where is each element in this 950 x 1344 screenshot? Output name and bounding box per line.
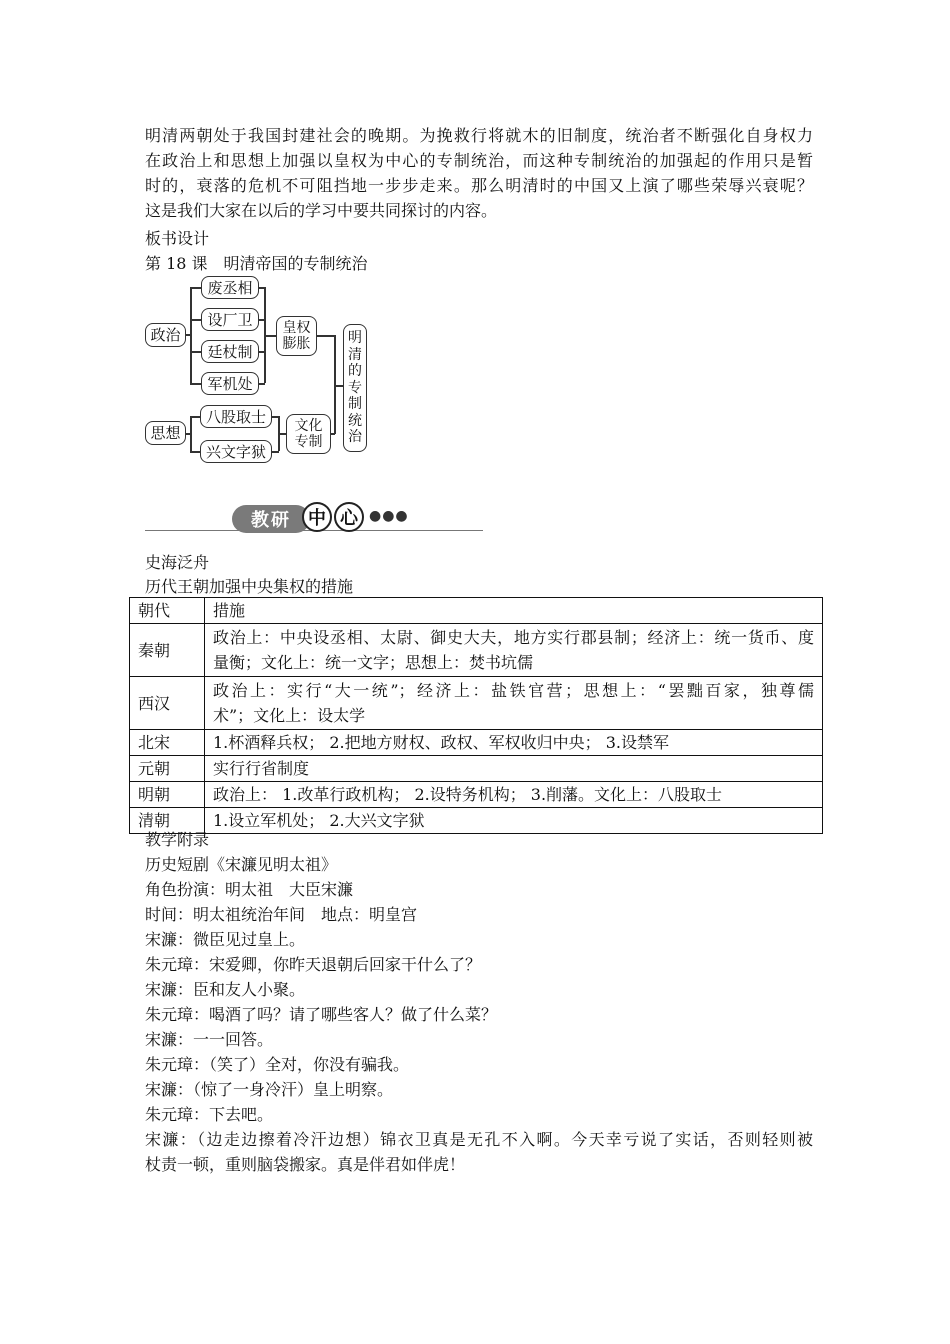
- measure-cell: [205, 624, 823, 677]
- table-title: 历代王朝加强中央集权的措施: [145, 577, 354, 596]
- intro-line: 在政治上和思想上加强以皇权为中心的专制统治，而这种专制统治的加强起的作用只是暂: [145, 151, 813, 170]
- play-roles: 角色扮演：明太祖 大臣宋濂: [145, 880, 354, 899]
- dialogue-line: 朱元璋：下去吧。: [145, 1105, 274, 1124]
- table-row: [130, 730, 823, 756]
- imperial-power-box: [276, 316, 317, 356]
- box-text: 专制: [294, 434, 323, 450]
- board-heading: 板书设计: [145, 229, 210, 248]
- dialogue-line: 宋濂：（边走边擦着冷汗边想）锦衣卫真是无孔不入啊。今天幸亏说了实话，否则轻则被: [145, 1130, 813, 1149]
- politics-item-abolish-chancellor: 废丞相: [201, 276, 259, 299]
- cultural-autocracy-box: [286, 414, 331, 454]
- connector-line: [258, 383, 265, 385]
- table-header-cell: 措施: [205, 598, 823, 624]
- measure-cell: 政治上： 1.改革行政机构； 2.设特务机构； 3.削藩。文化上：八股取士: [205, 782, 823, 808]
- intro-paragraph: [145, 123, 813, 223]
- dialogue-line: 朱元璋：宋爱卿，你昨天退朝后回家干什么了？: [145, 955, 482, 974]
- dialogue-line: 宋濂：（惊了一身冷汗）皇上明察。: [145, 1080, 394, 1099]
- table-header-cell: 朝代: [130, 598, 205, 624]
- dynasty-cell: 北宋: [130, 730, 205, 756]
- banner-dots: ●●●: [369, 508, 409, 524]
- politics-item-court-flogging: 廷杖制: [201, 340, 259, 363]
- box-text: 制: [348, 396, 362, 413]
- centralization-table: [129, 597, 823, 834]
- box-text: 专: [348, 379, 362, 396]
- table-row: [130, 782, 823, 808]
- box-text: 文化: [294, 418, 323, 434]
- measure-cell: 1.设立军机处； 2.大兴文字狱: [205, 808, 823, 834]
- connector-line: [190, 287, 192, 383]
- connector-line: [271, 451, 279, 453]
- measure-cell: 实行行省制度: [205, 756, 823, 782]
- dynasty-cell: 秦朝: [130, 624, 205, 677]
- intro-line: 时的，衰落的危机不可阻挡地一步步走来。那么明清时的中国又上演了哪些荣辱兴衰呢？: [145, 176, 813, 195]
- thought-item-literary-inquisition: 兴文字狱: [200, 440, 272, 463]
- lesson-title: 第 18 课 明清帝国的专制统治: [145, 254, 368, 273]
- banner-circle: 心: [334, 502, 364, 532]
- table-row: [130, 756, 823, 782]
- measure-cell: 1.杯酒释兵权； 2.把地方财权、政权、军权收归中央； 3.设禁军: [205, 730, 823, 756]
- politics-item-secret-police: 设厂卫: [201, 308, 259, 331]
- box-text: 明: [348, 330, 362, 347]
- dialogue-line: 宋濂：一一回答。: [145, 1030, 274, 1049]
- history-heading: 史海泛舟: [145, 553, 210, 572]
- table-row: [130, 808, 823, 834]
- connector-line: [190, 416, 192, 451]
- measure-line: 政治上：中央设丞相、太尉、御史大夫，地方实行郡县制；经济上：统一货币、度: [213, 628, 814, 647]
- dialogue-line: 杖责一顿，重则脑袋搬家。真是伴君如伴虎！: [145, 1155, 466, 1174]
- table-header-row: [130, 598, 823, 624]
- dialogue-line: 朱元璋：（笑了）全对，你没有骗我。: [145, 1055, 410, 1074]
- thought-box: 思想: [145, 421, 186, 445]
- connector-line: [264, 335, 276, 337]
- box-text: 清: [348, 346, 362, 363]
- box-text: 治: [348, 429, 362, 446]
- table-row: [130, 624, 823, 677]
- intro-line: 明清两朝处于我国封建社会的晚期。为挽救行将就木的旧制度，统治者不断强化自身权力: [145, 126, 813, 145]
- measure-line: 术”；文化上：设太学: [213, 706, 366, 725]
- thought-item-eight-legged-essay: 八股取士: [200, 405, 272, 428]
- play-time-place: 时间：明太祖统治年间 地点：明皇宫: [145, 905, 418, 924]
- measure-line: 量衡；文化上：统一文字；思想上：焚书坑儒: [213, 653, 534, 672]
- appendix-heading: 教学附录: [145, 830, 210, 849]
- measure-cell: [205, 677, 823, 730]
- connector-line: [316, 335, 335, 337]
- box-text: 的: [348, 363, 362, 380]
- intro-line: 这是我们大家在以后的学习中要共同探讨的内容。: [145, 201, 498, 220]
- box-text: 统: [348, 412, 362, 429]
- measure-line: 政治上：实行“大一统”；经济上：盐铁官营；思想上：“罢黜百家，独尊儒: [213, 681, 814, 700]
- dynasty-cell: 元朝: [130, 756, 205, 782]
- table-row: [130, 677, 823, 730]
- politics-item-grand-council: 军机处: [201, 372, 259, 395]
- dialogue-final-paragraph: [145, 1127, 813, 1177]
- dialogue-line: 宋濂：微臣见过皇上。: [145, 930, 306, 949]
- dynasty-cell: 西汉: [130, 677, 205, 730]
- box-text: 皇权: [282, 320, 311, 336]
- dynasty-cell: 清朝: [130, 808, 205, 834]
- dialogue-line: 宋濂：臣和友人小聚。: [145, 980, 306, 999]
- banner-pill: 教研: [232, 505, 310, 533]
- dynasty-cell: 明朝: [130, 782, 205, 808]
- box-text: 膨胀: [282, 336, 311, 352]
- banner-circle: 中: [302, 502, 332, 532]
- politics-box: 政治: [145, 323, 186, 347]
- result-box-autocracy: [343, 324, 367, 452]
- play-title: 历史短剧《宋濂见明太祖》: [145, 855, 338, 874]
- dialogue-line: 朱元璋：喝酒了吗？请了哪些客人？做了什么菜？: [145, 1005, 498, 1024]
